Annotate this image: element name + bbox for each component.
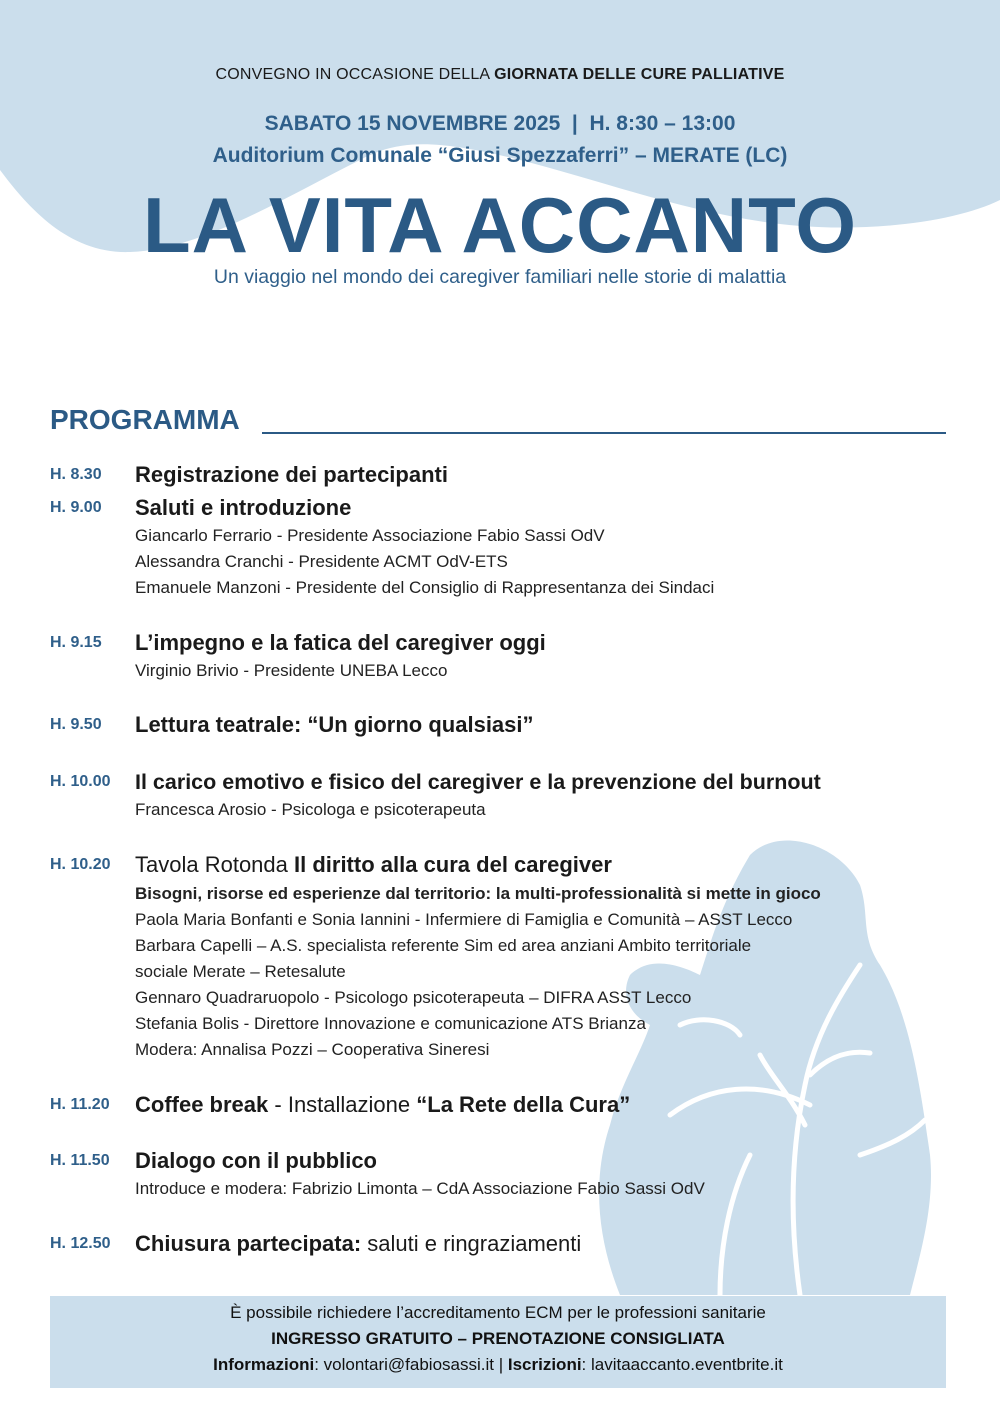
item-title: L’impegno e la fatica del caregiver oggi	[135, 630, 546, 655]
item-time: H. 9.00	[50, 499, 102, 516]
event-venue: Auditorium Comunale “Giusi Spezzaferri” – MERATE (LC)	[212, 144, 788, 167]
item-title-mid: - Installazione	[268, 1092, 417, 1117]
item-speaker: Giancarlo Ferrario - Presidente Associazione Fabio Sassi OdV	[135, 526, 605, 545]
item-title: Dialogo con il pubblico	[135, 1148, 377, 1173]
item-time: H. 12.50	[50, 1235, 111, 1252]
item-title-end: “La Rete della Cura”	[416, 1092, 631, 1117]
item-speaker: Paola Maria Bonfanti e Sonia Iannini - Infermiere di Famiglia e Comunità – ASST Lecco	[135, 910, 793, 929]
info-footer	[50, 1296, 946, 1388]
event-date-time: SABATO 15 NOVEMBRE 2025 | H. 8:30 – 13:00	[264, 112, 736, 135]
item-title-main: Coffee break	[135, 1092, 269, 1117]
program-heading: PROGRAMMA	[50, 404, 240, 435]
item-speaker: Modera: Annalisa Pozzi – Cooperativa Sineresi	[135, 1040, 490, 1059]
item-title	[135, 1091, 630, 1119]
item-speaker: Emanuele Manzoni - Presidente del Consiglio di Rappresentanza dei Sindaci	[135, 578, 715, 597]
event-subtitle: Un viaggio nel mondo dei caregiver familiari nelle storie di malattia	[213, 266, 787, 288]
item-time: H. 10.00	[50, 773, 111, 790]
item-speaker: Alessandra Cranchi - Presidente ACMT OdV-ETS	[135, 552, 508, 571]
item-title-main: Chiusura partecipata:	[135, 1231, 362, 1256]
item-time: H. 11.50	[50, 1152, 110, 1169]
item-time: H. 8.30	[50, 466, 102, 483]
item-speaker: Virginio Brivio - Presidente UNEBA Lecco	[135, 661, 448, 680]
convegno-prefix: CONVEGNO IN OCCASIONE DELLA	[215, 66, 495, 83]
contacts-line	[50, 1352, 946, 1378]
item-title: Lettura teatrale: “Un giorno qualsiasi”	[135, 712, 534, 737]
item-time: H. 9.15	[50, 634, 102, 651]
item-time: H. 11.20	[50, 1096, 110, 1113]
item-title-prefix: Tavola Rotonda	[135, 852, 294, 877]
ecm-note: È possibile richiedere l’accreditamento ECM per le professioni sanitarie	[230, 1303, 766, 1322]
item-time: H. 10.20	[50, 856, 111, 873]
item-title	[135, 851, 612, 879]
item-title	[135, 1230, 581, 1258]
item-title: Registrazione dei partecipanti	[135, 462, 448, 487]
item-speaker: Francesca Arosio - Psicologa e psicoterapeuta	[135, 800, 486, 819]
item-title: Il carico emotivo e fisico del caregiver e la prevenzione del burnout	[135, 770, 821, 794]
convegno-line	[0, 66, 1000, 84]
info-label: Informazioni	[213, 1355, 315, 1374]
program-heading-rule	[262, 432, 946, 434]
iscrizioni-link[interactable]: : lavitaaccanto.eventbrite.it	[581, 1355, 783, 1374]
item-speaker: Stefania Bolis - Direttore Innovazione e comunicazione ATS Brianza	[135, 1014, 646, 1033]
info-email[interactable]: : volontari@fabiosassi.it |	[314, 1355, 508, 1374]
item-title-main: Il diritto alla cura del caregiver	[294, 852, 612, 877]
item-speaker: sociale Merate – Retesalute	[135, 962, 346, 981]
item-time: H. 9.50	[50, 716, 102, 733]
iscrizioni-label: Iscrizioni	[507, 1355, 582, 1374]
item-speaker: Gennaro Quadraruopolo - Psicologo psicoterapeuta – DIFRA ASST Lecco	[135, 988, 692, 1007]
item-title-end: saluti e ringraziamenti	[361, 1231, 582, 1256]
ingresso-note: INGRESSO GRATUITO – PRENOTAZIONE CONSIGLIATA	[271, 1329, 725, 1348]
item-speaker: Barbara Capelli – A.S. specialista referente Sim ed area anziani Ambito territoriale	[135, 936, 752, 955]
item-speaker: Introduce e modera: Fabrizio Limonta – CdA Associazione Fabio Sassi OdV	[135, 1179, 705, 1198]
item-title: Saluti e introduzione	[135, 495, 352, 520]
item-subtitle: Bisogni, risorse ed esperienze dal territorio: la multi-professionalità si mette in gioco	[135, 884, 821, 903]
event-title: LA VITA ACCANTO	[142, 181, 858, 269]
convegno-bold: GIORNATA DELLE CURE PALLIATIVE	[494, 66, 785, 83]
